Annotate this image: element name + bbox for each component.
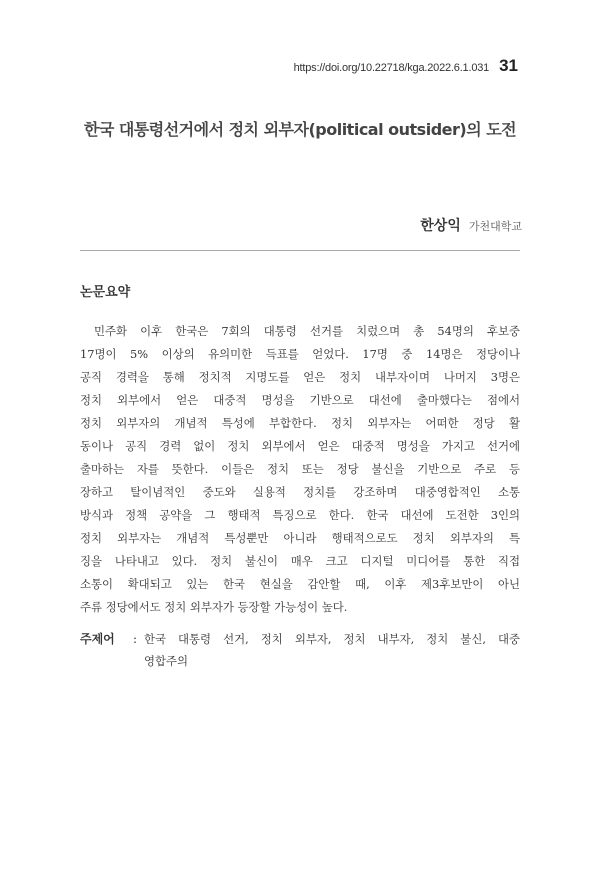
abstract-line: 정치 외부자는 개념적 특성뿐만 아니라 행태적으로도 정치 외부자의 특 — [80, 531, 520, 545]
author-line — [420, 215, 522, 235]
abstract-line: 출마하는 자를 뜻한다. 이들은 정치 또는 정당 불신을 기반으로 주로 등 — [80, 462, 520, 476]
abstract-line: 공직 경력을 통해 정치적 지명도를 얻은 정치 내부자이며 나머지 3명은 — [80, 370, 520, 384]
abstract-line: 장하고 탈이념적인 중도와 실용적 정치를 강조하며 대중영합적인 소통 — [80, 485, 520, 499]
keywords-separator: : — [132, 632, 138, 646]
article-title: 한국 대통령선거에서 정치 외부자(political outsider)의 도전 — [83, 120, 517, 139]
author-affiliation: 가천대학교 — [468, 220, 522, 233]
abstract-line: 정치 외부에서 얻은 대중적 명성을 기반으로 대선에 출마했다는 점에서 — [80, 393, 520, 407]
section-divider — [80, 250, 520, 251]
abstract-line: 동이나 공직 경력 없이 정치 외부에서 얻은 대중적 명성을 가지고 선거에 — [80, 439, 520, 453]
abstract-line: 정치 외부자의 개념적 특성에 부합한다. 정치 외부자는 어떠한 정당 활 — [80, 416, 520, 430]
abstract-heading: 논문요약 — [80, 285, 131, 300]
page-header — [294, 56, 518, 76]
abstract-line: 징을 나타내고 있다. 정치 불신이 매우 크고 디지털 미디어를 통한 직접 — [80, 554, 520, 568]
abstract-line: 소통이 확대되고 있는 한국 현실을 감안할 때, 이후 제3후보만이 아닌 — [80, 577, 520, 591]
abstract-line: 주류 정당에서도 정치 외부자가 등장할 가능성이 높다. — [80, 600, 348, 614]
keywords-text: 한국 대통령 선거, 정치 외부자, 정치 내부자, 정치 불신, 대중 — [144, 632, 520, 646]
abstract-body — [80, 320, 520, 619]
keywords-block — [80, 628, 520, 672]
abstract-line: 17명이 5% 이상의 유의미한 득표를 얻었다. 17명 중 14명은 정당이나 — [80, 347, 520, 361]
abstract-line: 방식과 정책 공약을 그 행태적 특징으로 한다. 한국 대선에 도전한 3인의 — [80, 508, 520, 522]
author-name: 한상익 — [420, 218, 461, 234]
abstract-line: 민주화 이후 한국은 7회의 대통령 선거를 치렀으며 총 54명의 후보중 — [94, 324, 520, 338]
page-number: 31 — [499, 56, 518, 75]
doi-link[interactable]: https://doi.org/10.22718/kga.2022.6.1.031 — [293, 62, 490, 74]
keywords-row-continued — [80, 650, 520, 672]
keywords-row — [80, 628, 520, 650]
keywords-label: 주제어 — [80, 632, 115, 646]
keywords-text-continued: 영합주의 — [144, 654, 189, 668]
